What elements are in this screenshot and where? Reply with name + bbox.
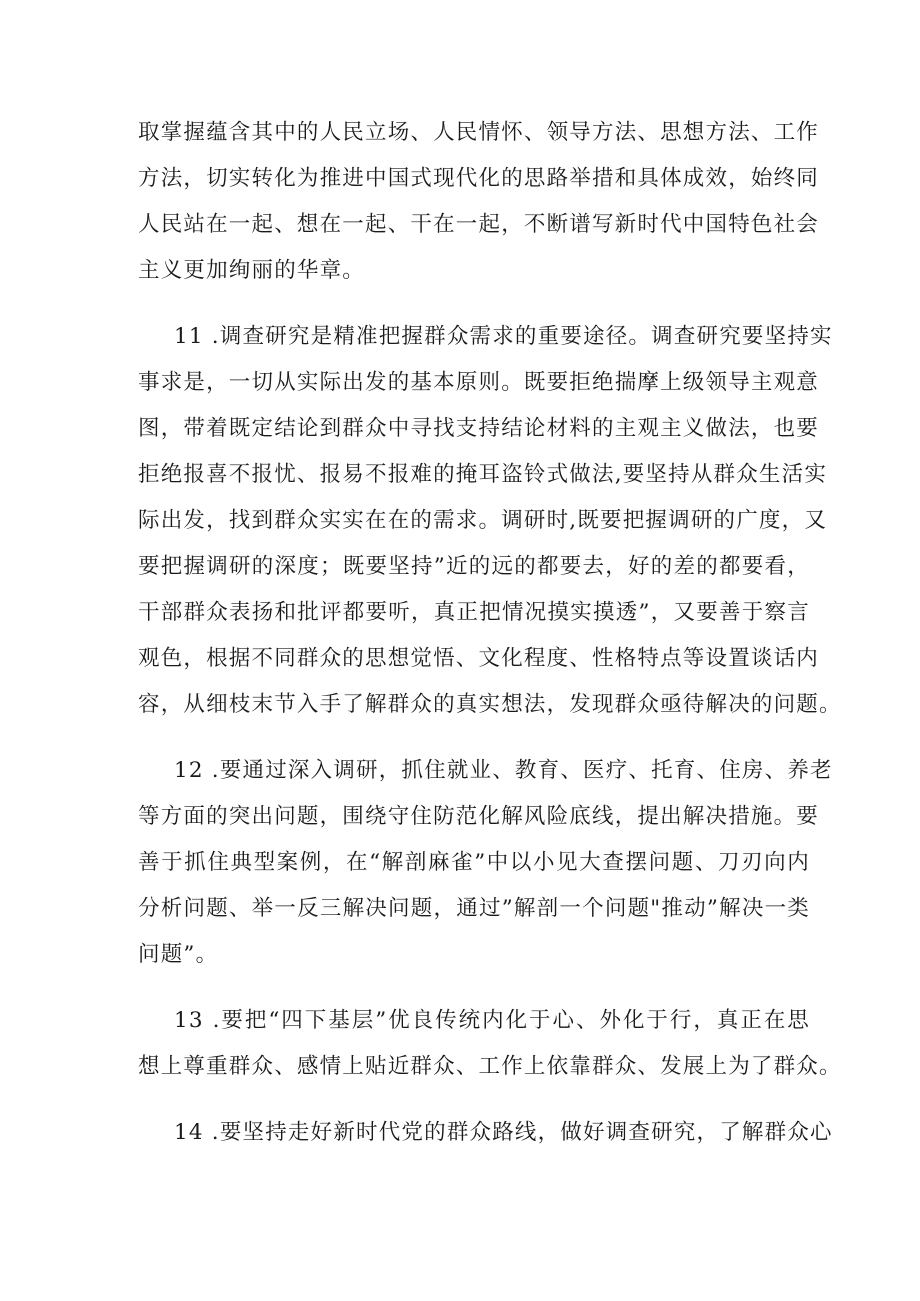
text-line: 观色，根据不同群众的思想觉悟、文化程度、性格特点等设置谈话内 xyxy=(138,646,820,671)
text-line: 善于抓住典型案例，在“解剖麻雀”中以小见大查摆问题、刀刃向内 xyxy=(138,850,810,875)
text-line: 拒绝报喜不报忧、报易不报难的掩耳盗铃式做法,要坚持从群众生活实 xyxy=(138,462,828,487)
text-line: 分析问题、举一反三解决问题，通过”解剖一个问题"推动”解决一类 xyxy=(138,896,810,921)
text-line: 容，从细枝末节入手了解群众的真实想法，发现群众亟待解决的问题。 xyxy=(138,692,842,717)
text-line: 人民站在一起、想在一起、干在一起，不断谱写新时代中国特色社会 xyxy=(138,212,820,237)
text-line: 方法，切实转化为推进中国式现代化的思路举措和具体成效，始终同 xyxy=(138,166,820,191)
text-line: 要把握调研的深度；既要坚持”近的远的都要去，好的差的都要看， xyxy=(138,554,810,579)
text-line: 取掌握蕴含其中的人民立场、人民情怀、领导方法、思想方法、工作 xyxy=(138,120,820,145)
paragraph-13-first-line: 13 .要把“四下基层”优良传统内化于心、外化于行，真正在思 xyxy=(174,1008,810,1033)
text-line: 问题”。 xyxy=(138,942,219,967)
text-line: 图，带着既定结论到群众中寻找支持结论材料的主观主义做法，也要 xyxy=(138,416,820,441)
paragraph-14-first-line: 14 .要坚持走好新时代党的群众路线，做好调查研究，了解群众心 xyxy=(174,1120,833,1145)
text-line: 干部群众表扬和批评都要听，真正把情况摸实摸透”，又要善于察言 xyxy=(138,600,810,625)
text-line: 际出发，找到群众实实在在的需求。调研时,既要把握调研的广度，又 xyxy=(138,508,828,533)
paragraph-12-first-line: 12 .要通过深入调研，抓住就业、教育、医疗、托育、住房、养老 xyxy=(174,758,833,783)
text-line: 事求是，一切从实际出发的基本原则。既要拒绝揣摩上级领导主观意 xyxy=(138,370,820,395)
paragraph-11-first-line: 11 .调查研究是精准把握群众需求的重要途径。调查研究要坚持实 xyxy=(174,324,833,349)
text-line: 等方面的突出问题，围绕守住防范化解风险底线，提出解决措施。要 xyxy=(138,804,820,829)
text-line: 主义更加绚丽的华章。 xyxy=(138,258,366,283)
text-line: 想上尊重群众、感情上贴近群众、工作上依靠群众、发展上为了群众。 xyxy=(138,1054,842,1079)
